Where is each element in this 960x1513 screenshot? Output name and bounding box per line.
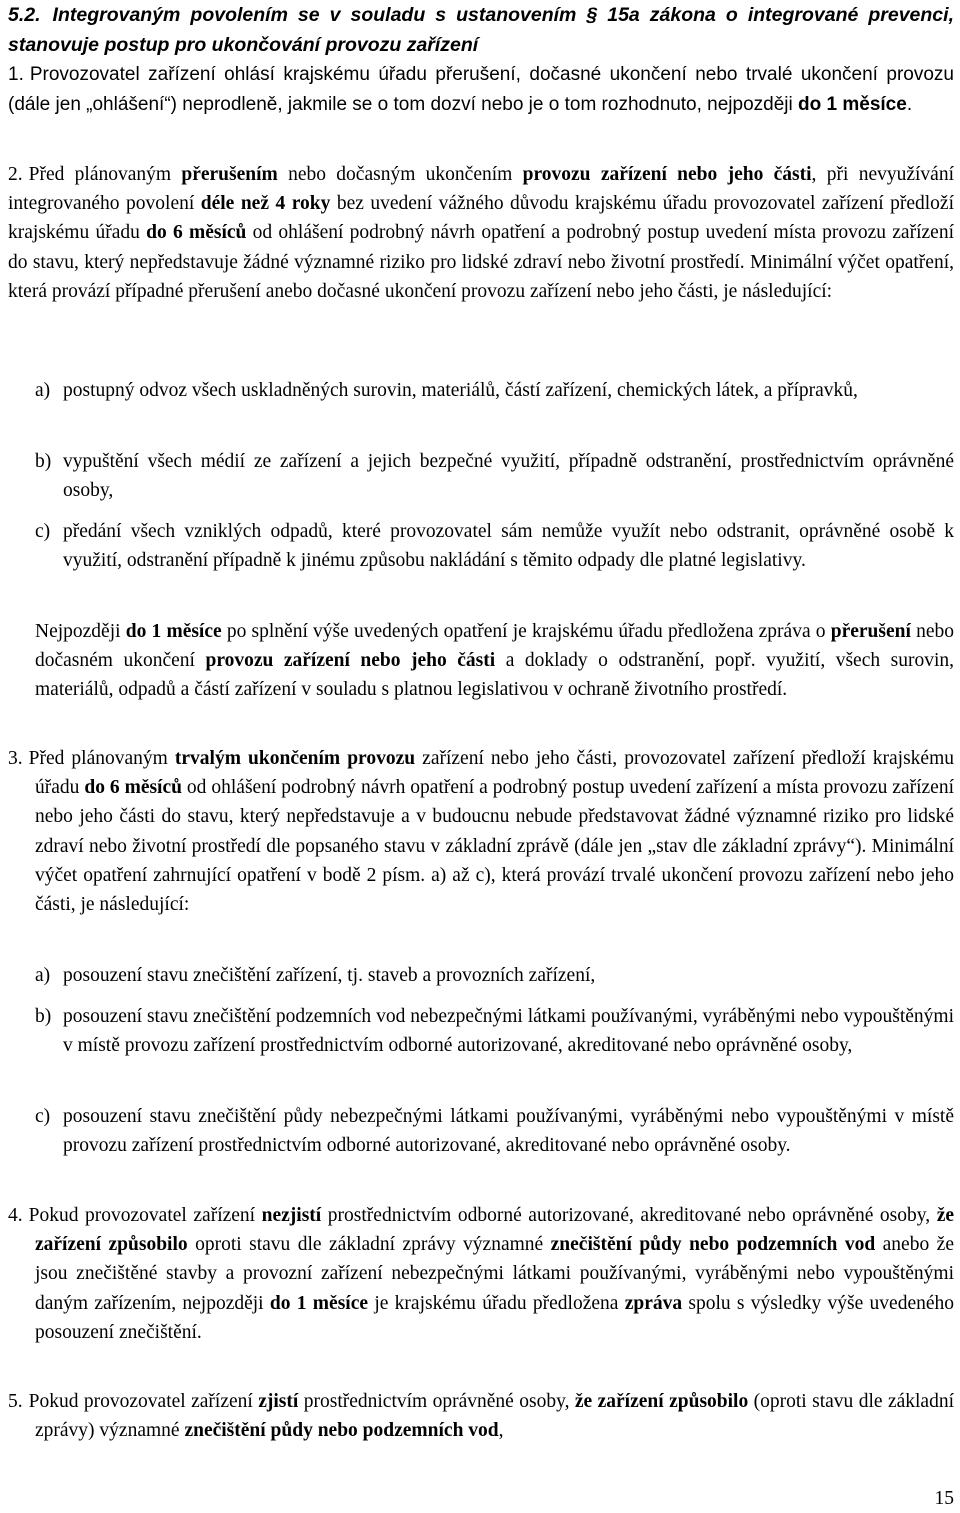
text-run: bez uvedení vážného důvodu krajskému úřadu provozovatel zařízení předloží krajskému úřadu xyxy=(8,193,954,244)
text-run: Pokud provozovatel zařízení xyxy=(28,1391,259,1412)
bold-run: déle než 4 roky xyxy=(200,193,331,215)
bold-run: přerušením xyxy=(181,164,278,185)
text-run: , xyxy=(498,1420,504,1442)
bold-run: zjistí xyxy=(258,1391,299,1412)
paragraph-text: Provozovatel zařízení ohlásí krajskému úřadu přerušení, dočasné ukončení nebo trvalé ukončení provozu (dále jen „ohlášení“) neprodleně, jakmile se o tom dozví nebo je o tom rozhodnuto, nejpozději xyxy=(8,64,954,115)
paragraph-2 xyxy=(8,160,954,306)
bold-run: provozu zařízení nebo jeho části xyxy=(522,164,812,185)
bold-run: provozu zařízení nebo jeho části xyxy=(205,650,496,672)
bold-run: znečištění půdy nebo podzemních vod xyxy=(184,1420,499,1442)
text-run: Nejpozději xyxy=(35,621,126,642)
text-run: od ohlášení podrobný návrh opatření a podrobný postup uvedení zařízení a místa provozu zařízení nebo jeho části do stavu, který nepředstavuje a v budoucnu nebude představovat žádné významné riziko pro lidské zdraví nebo životní prostředí dle popsaného stavu v základní zprávě (dále jen „stav dle základní zprávy“). Minimální výčet opatření zahrnující opatření v bodě 2 písm. a) až c), která provází trvalé ukončení provozu zařízení nebo jeho části, je následující: xyxy=(35,777,954,916)
paragraph-4 xyxy=(8,1201,954,1347)
list-item xyxy=(35,517,954,575)
text-run: a doklady o odstranění, popř. využití, všech surovin, materiálů, odpadů a částí zařízení v souladu s platnou legislativou v ochraně životního prostředí. xyxy=(35,650,954,701)
list-item-text: předání všech vzniklých odpadů, které provozovatel sám nemůže využít nebo odstranit, oprávněné osobě k využití, odstranění případně k jinému způsobu nakládání s těmito odpady dle platné legislativy. xyxy=(63,521,954,572)
deadline-emphasis: do 1 měsíce xyxy=(798,94,907,115)
text-run: prostřednictvím odborné autorizované, akreditované nebo oprávněné osoby, xyxy=(321,1205,937,1226)
section-number: 5.2. xyxy=(8,4,41,26)
section-heading xyxy=(8,0,954,60)
list-item xyxy=(35,447,954,505)
paragraph-end: . xyxy=(906,94,913,115)
paragraph-number: 3. xyxy=(8,748,23,769)
text-run: oproti stavu dle základní zprávy významné xyxy=(187,1234,551,1256)
list-item-text: postupný odvoz všech uskladněných surovin, materiálů, částí zařízení, chemických látek, a přípravků, xyxy=(63,380,858,401)
list-item-text: vypuštění všech médií ze zařízení a jejich bezpečné využití, případně odstranění, prostřednictvím oprávněné osoby, xyxy=(63,451,954,502)
bold-run: že zařízení způsobilo xyxy=(35,1205,954,1256)
bold-run: trvalým ukončením provozu xyxy=(174,748,416,769)
text-run: prostřednictvím oprávněné osoby, xyxy=(298,1391,575,1412)
list-item xyxy=(35,1002,954,1060)
paragraph-1 xyxy=(8,60,954,120)
text-run: zařízení nebo jeho části, provozovatel zařízení předloží krajskému úřadu xyxy=(35,748,955,799)
list-item-label: c) xyxy=(35,521,51,542)
text-run: po splnění výše uvedených opatření je krajskému úřadu předložena zpráva o xyxy=(221,621,831,642)
text-run: Před plánovaným xyxy=(28,748,175,769)
text-run: nebo dočasném ukončení xyxy=(35,621,954,672)
paragraph-2-conclusion xyxy=(35,617,954,705)
list-item xyxy=(35,376,954,405)
bold-run: do 6 měsíců xyxy=(146,222,247,244)
bold-run: že zařízení způsobilo xyxy=(574,1391,749,1412)
bold-run: zpráva xyxy=(624,1292,683,1314)
text-run: Pokud provozovatel zařízení xyxy=(28,1205,262,1226)
paragraph-number: 2. xyxy=(8,164,23,185)
bold-run: do 6 měsíců xyxy=(84,777,182,799)
bold-run: přerušení xyxy=(830,621,911,642)
bold-run: znečištění půdy nebo podzemních vod xyxy=(550,1234,876,1256)
list-item-text: posouzení stavu znečištění zařízení, tj. staveb a provozních zařízení, xyxy=(63,965,596,986)
list-item-label: b) xyxy=(35,1006,52,1027)
text-run: anebo že jsou znečištěné stavby a provozní zařízení nebezpečnými látkami používanými, vyráběnými nebo vypouštěnými daným zařízením, nejpozději xyxy=(35,1234,954,1314)
bold-run: do 1 měsíce xyxy=(125,621,222,642)
bold-run: do 1 měsíce xyxy=(269,1292,369,1314)
text-run: , při nevyužívání integrovaného povolení xyxy=(8,164,954,215)
text-run: je krajskému úřadu předložena xyxy=(368,1292,625,1314)
list-item-label: a) xyxy=(35,965,51,986)
section-title: Integrovaným povolením se v souladu s ustanovením § 15a zákona o integrované prevenci, stanovuje postup pro ukončování provozu zařízení xyxy=(8,4,954,56)
text-run: (oproti stavu dle základní zprávy) významné xyxy=(35,1391,955,1442)
paragraph-5 xyxy=(8,1387,954,1445)
list-item-label: a) xyxy=(35,380,51,401)
text-run: Před plánovaným xyxy=(28,164,182,185)
list-item-label: c) xyxy=(35,1106,51,1127)
paragraph-number: 5. xyxy=(8,1391,23,1412)
page-number: 15 xyxy=(934,1488,954,1509)
list-item-label: b) xyxy=(35,451,52,472)
paragraph-3 xyxy=(8,744,954,919)
bold-run: nezjistí xyxy=(261,1205,322,1226)
list-item-text: posouzení stavu znečištění podzemních vod nebezpečnými látkami používanými, vyráběnými nebo vypouštěnými v místě provozu zařízení prostřednictvím odborné autorizované, akreditované nebo oprávněné osoby, xyxy=(63,1006,954,1057)
list-item xyxy=(35,1102,954,1160)
text-run: spolu s výsledky výše uvedeného posouzení znečištění. xyxy=(35,1292,955,1343)
list-item-text: posouzení stavu znečištění půdy nebezpečnými látkami používanými, vyráběnými nebo vypouštěnými v místě provozu zařízení prostřednictvím odborné autorizované, akreditované nebo oprávněné osoby. xyxy=(63,1106,954,1157)
text-run: od ohlášení podrobný návrh opatření a podrobný postup uvedení místa provozu zařízení do stavu, který nepředstavuje žádné významné riziko pro lidské zdraví nebo životní prostředí. Minimální výčet opatření, která provází případné přerušení anebo dočasné ukončení provozu zařízení nebo jeho části, je následující: xyxy=(8,222,954,302)
list-item xyxy=(35,961,954,990)
text-run: nebo dočasným ukončením xyxy=(277,164,523,185)
paragraph-number: 4. xyxy=(8,1205,23,1226)
paragraph-number: 1. xyxy=(8,64,24,85)
